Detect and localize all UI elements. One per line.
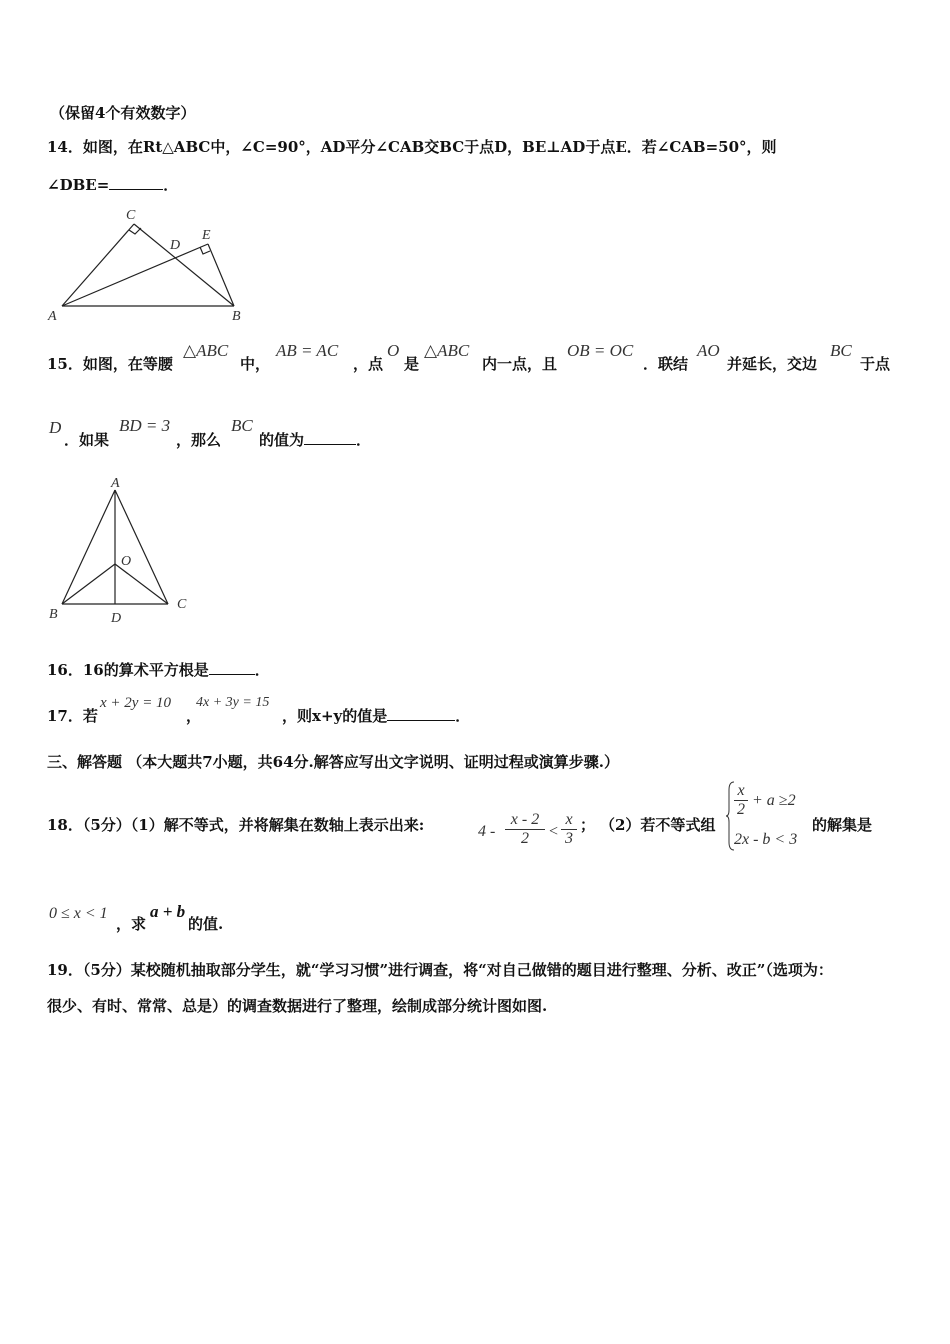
q15-text-neiyidian: 内一点，且 [482,355,558,373]
q15-answer-blank [304,444,356,445]
q18-system-fraction-den: 2 [734,800,748,819]
q17-equation-1: x + 2y = 10 [100,695,172,711]
q15-label-a: A [111,476,120,491]
q18-fraction-right [561,811,577,848]
q15-segment-co [115,564,168,604]
q15-eq-ob-oc: OB = OC [567,341,634,360]
q15-label-b: B [49,607,58,622]
q15-side-bc: BC [830,341,852,360]
q18-fraction-right-num: x [565,811,573,828]
q16-answer-blank [209,674,255,675]
q15-text-lianjie: ．联结 [643,355,689,373]
q18-system-ineq-2: 2x - b < 3 [734,831,798,848]
q15-text-bingyanchang: 并延长，交边 [727,355,818,373]
q14-label-d: D [170,238,181,253]
q18-fraction-left-num: x - 2 [510,811,540,828]
q14-label-a: A [48,309,57,324]
q18-system-ineq-1-rest: + a ≥2 [752,792,796,809]
q15-isosceles-figure [40,472,210,632]
q17-equation-2: 4x + 3y = 15 [196,695,270,710]
q17-prefix: 17．若 [47,707,98,725]
q15-side-ac [115,490,168,604]
q15-label-c: C [177,597,187,612]
q18-ineq-four-minus: 4 - [478,823,496,840]
q18-system-fraction [734,782,748,819]
q19-line1: 19．（5分）某校随机抽取部分学生，就“学习习惯”进行调查，将“对自己做错的题目进行整理、分析、改正”（选项为： [47,961,833,979]
q15-num: 15．如图，在等腰 [47,355,173,373]
q14-label-c: C [126,208,136,223]
q18-prefix: 18．（5分）（1）解不等式，并将解集在数轴上表示出来: [47,816,425,834]
q14-side-ac [62,224,134,306]
q18-ask-prefix: ，求 [116,915,147,933]
q15-triangle-abc: △ABC [183,341,229,360]
q15-text-dezhiwei: 的值为 [259,431,305,449]
q15-text-zhong: 中， [240,355,271,373]
q15-label-o: O [121,554,132,569]
q15-segment-ao: AO [697,341,720,360]
q18-a-plus-b: a + b [150,902,186,921]
q18-tail: 的解集是 [812,816,873,834]
q17-mid: ，则x+y的值是 [282,707,388,725]
q14-line2 [47,175,178,195]
q15-point-o: O [387,341,400,360]
q15-point-d: D [49,418,62,437]
q14-segment-ae [62,244,208,306]
q18-less-than: < [549,823,559,840]
q14-label-e: E [202,228,211,243]
q15-segment-bo [62,564,115,604]
q15-side-ab [62,490,115,604]
q16-text: 16．16的算术平方根是 [47,661,209,679]
q15-text-yudian: 于点 [860,355,891,373]
q15-text-ruguo: ．如果 [64,431,110,449]
q17-answer-line [282,706,470,726]
q14-line1: 14．如图，在Rt△ABC中，∠C=90°，AD平分∠CAB交BC于点D，BE⊥AD于点E．若∠CAB=50°，则 [47,138,777,156]
q16-line [47,660,270,680]
q15-side-bc-2: BC [231,416,253,435]
q14-side-cb [134,224,234,306]
q14-answer-blank [109,189,163,190]
q15-text-end: ． [356,431,372,449]
q18-part2: （2）若不等式组 [600,816,716,834]
q15-text-shi: 是 [404,355,420,373]
q15-text-dian: ，点 [353,355,384,373]
section-3-heading: 三、解答题 （本大题共7小题，共64分.解答应写出文字说明、证明过程或演算步骤.） [47,753,619,771]
q14-line2-prefix: ∠DBE= [47,176,110,194]
q18-semicolon: ； [580,816,596,834]
q15-eq-bd-3: BD = 3 [119,416,171,435]
q17-end: ． [455,707,471,725]
q15-triangle-abc-2: △ABC [424,341,470,360]
q14-triangle-figure [40,200,260,330]
q18-fraction-left [505,811,545,848]
q15-answer-line [259,430,371,450]
q18-fraction-left-den: 2 [505,829,545,848]
q17-comma: ， [186,707,202,725]
q18-ask-suffix: 的值. [188,915,224,933]
q15-label-d: D [111,611,122,626]
q16-end: ． [254,661,270,679]
retain-digits-note: （保留4个有效数字） [50,104,196,122]
q18-fraction-right-den: 3 [561,829,577,848]
q15-text-name: ，那么 [176,431,222,449]
q14-line2-suffix: ． [163,176,179,194]
q18-system-fraction-num: x [737,782,745,799]
q19-line2: 很少、有时、常常、总是）的调查数据进行了整理，绘制成部分统计图如图. [47,997,548,1015]
q18-solution-set: 0 ≤ x < 1 [49,905,108,922]
q15-eq-ab-ac: AB = AC [276,341,339,360]
q14-segment-eb [208,244,234,306]
q14-label-b: B [232,309,241,324]
q14-right-angle-e [200,247,210,254]
q17-answer-blank [387,720,455,721]
